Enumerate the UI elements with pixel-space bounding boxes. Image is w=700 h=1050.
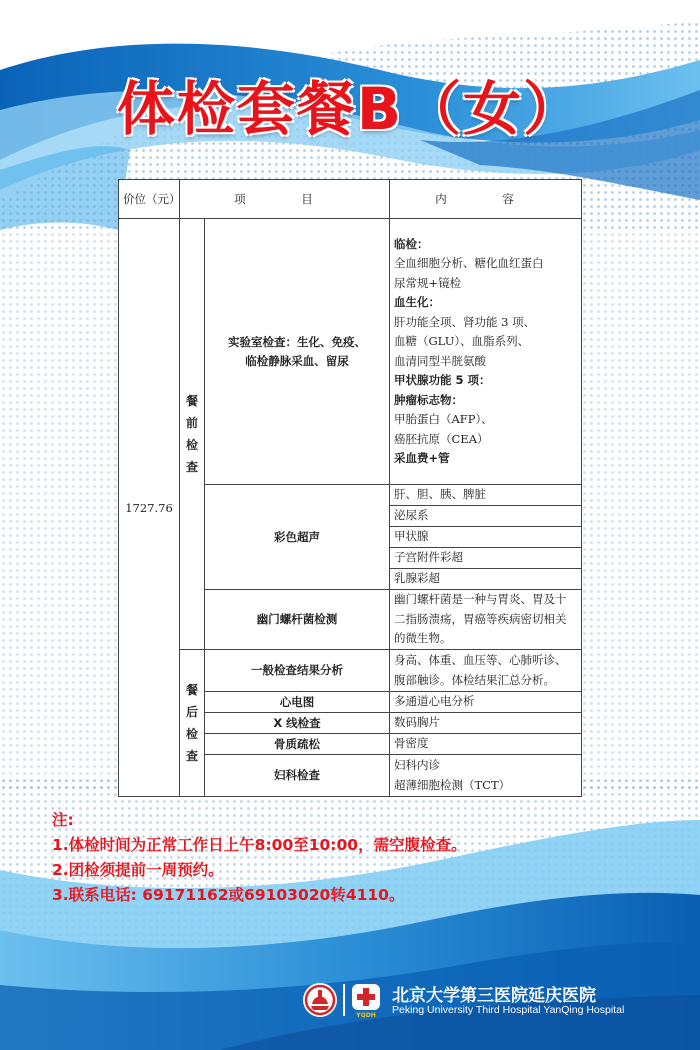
lab-line: 甲胎蛋白（AFP）、 bbox=[394, 412, 493, 426]
xray-content: 数码胸片 bbox=[390, 713, 582, 734]
gyn-line: 妇科内诊 bbox=[394, 758, 440, 772]
ecg-item: 心电图 bbox=[205, 692, 390, 713]
hospital-emblem-icon bbox=[302, 982, 338, 1018]
gyn-content bbox=[390, 755, 582, 797]
hospital-footer bbox=[302, 980, 662, 1020]
notes bbox=[52, 808, 672, 908]
gyn-item: 妇科检查 bbox=[205, 755, 390, 797]
general-item: 一般检查结果分析 bbox=[205, 650, 390, 692]
lab-line: 肝功能全项、肾功能 3 项、 bbox=[394, 314, 536, 329]
xray-item: X 线检查 bbox=[205, 713, 390, 734]
lab-line: 癌胚抗原（CEA） bbox=[394, 431, 489, 446]
ultrasound-row: 泌尿系 bbox=[390, 506, 582, 527]
price-value: 1727.76 bbox=[119, 219, 180, 797]
package-table bbox=[118, 179, 582, 797]
table-row bbox=[119, 219, 582, 485]
note-item: 1.体检时间为正常工作日上午8:00至10:00，需空腹检查。 bbox=[52, 836, 467, 854]
table-row bbox=[119, 650, 582, 692]
hospital-logo-icon bbox=[350, 982, 382, 1018]
note-item: 2.团检须提前一周预约。 bbox=[52, 861, 224, 879]
page-title: 体检套餐B（女） bbox=[116, 75, 584, 143]
ultrasound-row: 子宫附件彩超 bbox=[390, 548, 582, 569]
post-meal-category: 餐后检查 bbox=[180, 650, 205, 797]
ultrasound-row: 肝、胆、胰、脾脏 bbox=[390, 485, 582, 506]
lab-item: 实验室检查：生化、免疫、临检静脉采血、留尿 bbox=[205, 219, 390, 485]
header-item: 项 目 bbox=[180, 180, 390, 219]
table-header-row bbox=[119, 180, 582, 219]
header-price: 价位（元） bbox=[119, 180, 180, 219]
logo-small-text: YQDH bbox=[356, 1012, 376, 1018]
general-content: 身高、体重、血压等、心肺听诊、腹部触诊。体检结果汇总分析。 bbox=[390, 650, 582, 692]
lab-line: 尿常规+镜检 bbox=[394, 275, 462, 290]
ultrasound-row: 甲状腺 bbox=[390, 527, 582, 548]
ultrasound-row: 乳腺彩超 bbox=[390, 569, 582, 590]
hp-item: 幽门螺杆菌检测 bbox=[205, 590, 390, 650]
logo-divider bbox=[343, 984, 345, 1016]
lab-line: 血生化： bbox=[394, 295, 440, 309]
lab-line: 血糖（GLU）、血脂系列、 bbox=[394, 334, 530, 348]
lab-line: 肿瘤标志物： bbox=[394, 392, 463, 407]
pre-meal-category: 餐前检查 bbox=[180, 219, 205, 650]
ultrasound-item: 彩色超声 bbox=[205, 485, 390, 590]
hospital-name-en: Peking University Third Hospital YanQing Hospital bbox=[392, 1004, 625, 1016]
bone-content: 骨密度 bbox=[390, 734, 582, 755]
note-item: 3.联系电话: 69171162或69103020转4110。 bbox=[52, 886, 405, 904]
header-content: 内 容 bbox=[390, 180, 582, 219]
lab-line: 临检： bbox=[394, 236, 429, 251]
gyn-line: 超薄细胞检测（TCT） bbox=[394, 777, 511, 792]
hp-content: 幽门螺杆菌是一种与胃炎、胃及十二指肠溃疡，胃癌等疾病密切相关的微生物。 bbox=[390, 590, 582, 650]
ecg-content: 多通道心电分析 bbox=[390, 692, 582, 713]
hospital-name-cn: 北京大学第三医院延庆医院 bbox=[392, 986, 596, 1006]
lab-content bbox=[390, 219, 582, 485]
lab-line: 甲状腺功能 5 项： bbox=[394, 373, 491, 387]
lab-line: 全血细胞分析、糖化血红蛋白 bbox=[394, 256, 544, 270]
lab-line: 采血费+管 bbox=[394, 451, 450, 465]
bone-item: 骨质疏松 bbox=[205, 734, 390, 755]
notes-label: 注: bbox=[52, 811, 74, 829]
lab-line: 血清同型半胱氨酸 bbox=[394, 353, 486, 368]
